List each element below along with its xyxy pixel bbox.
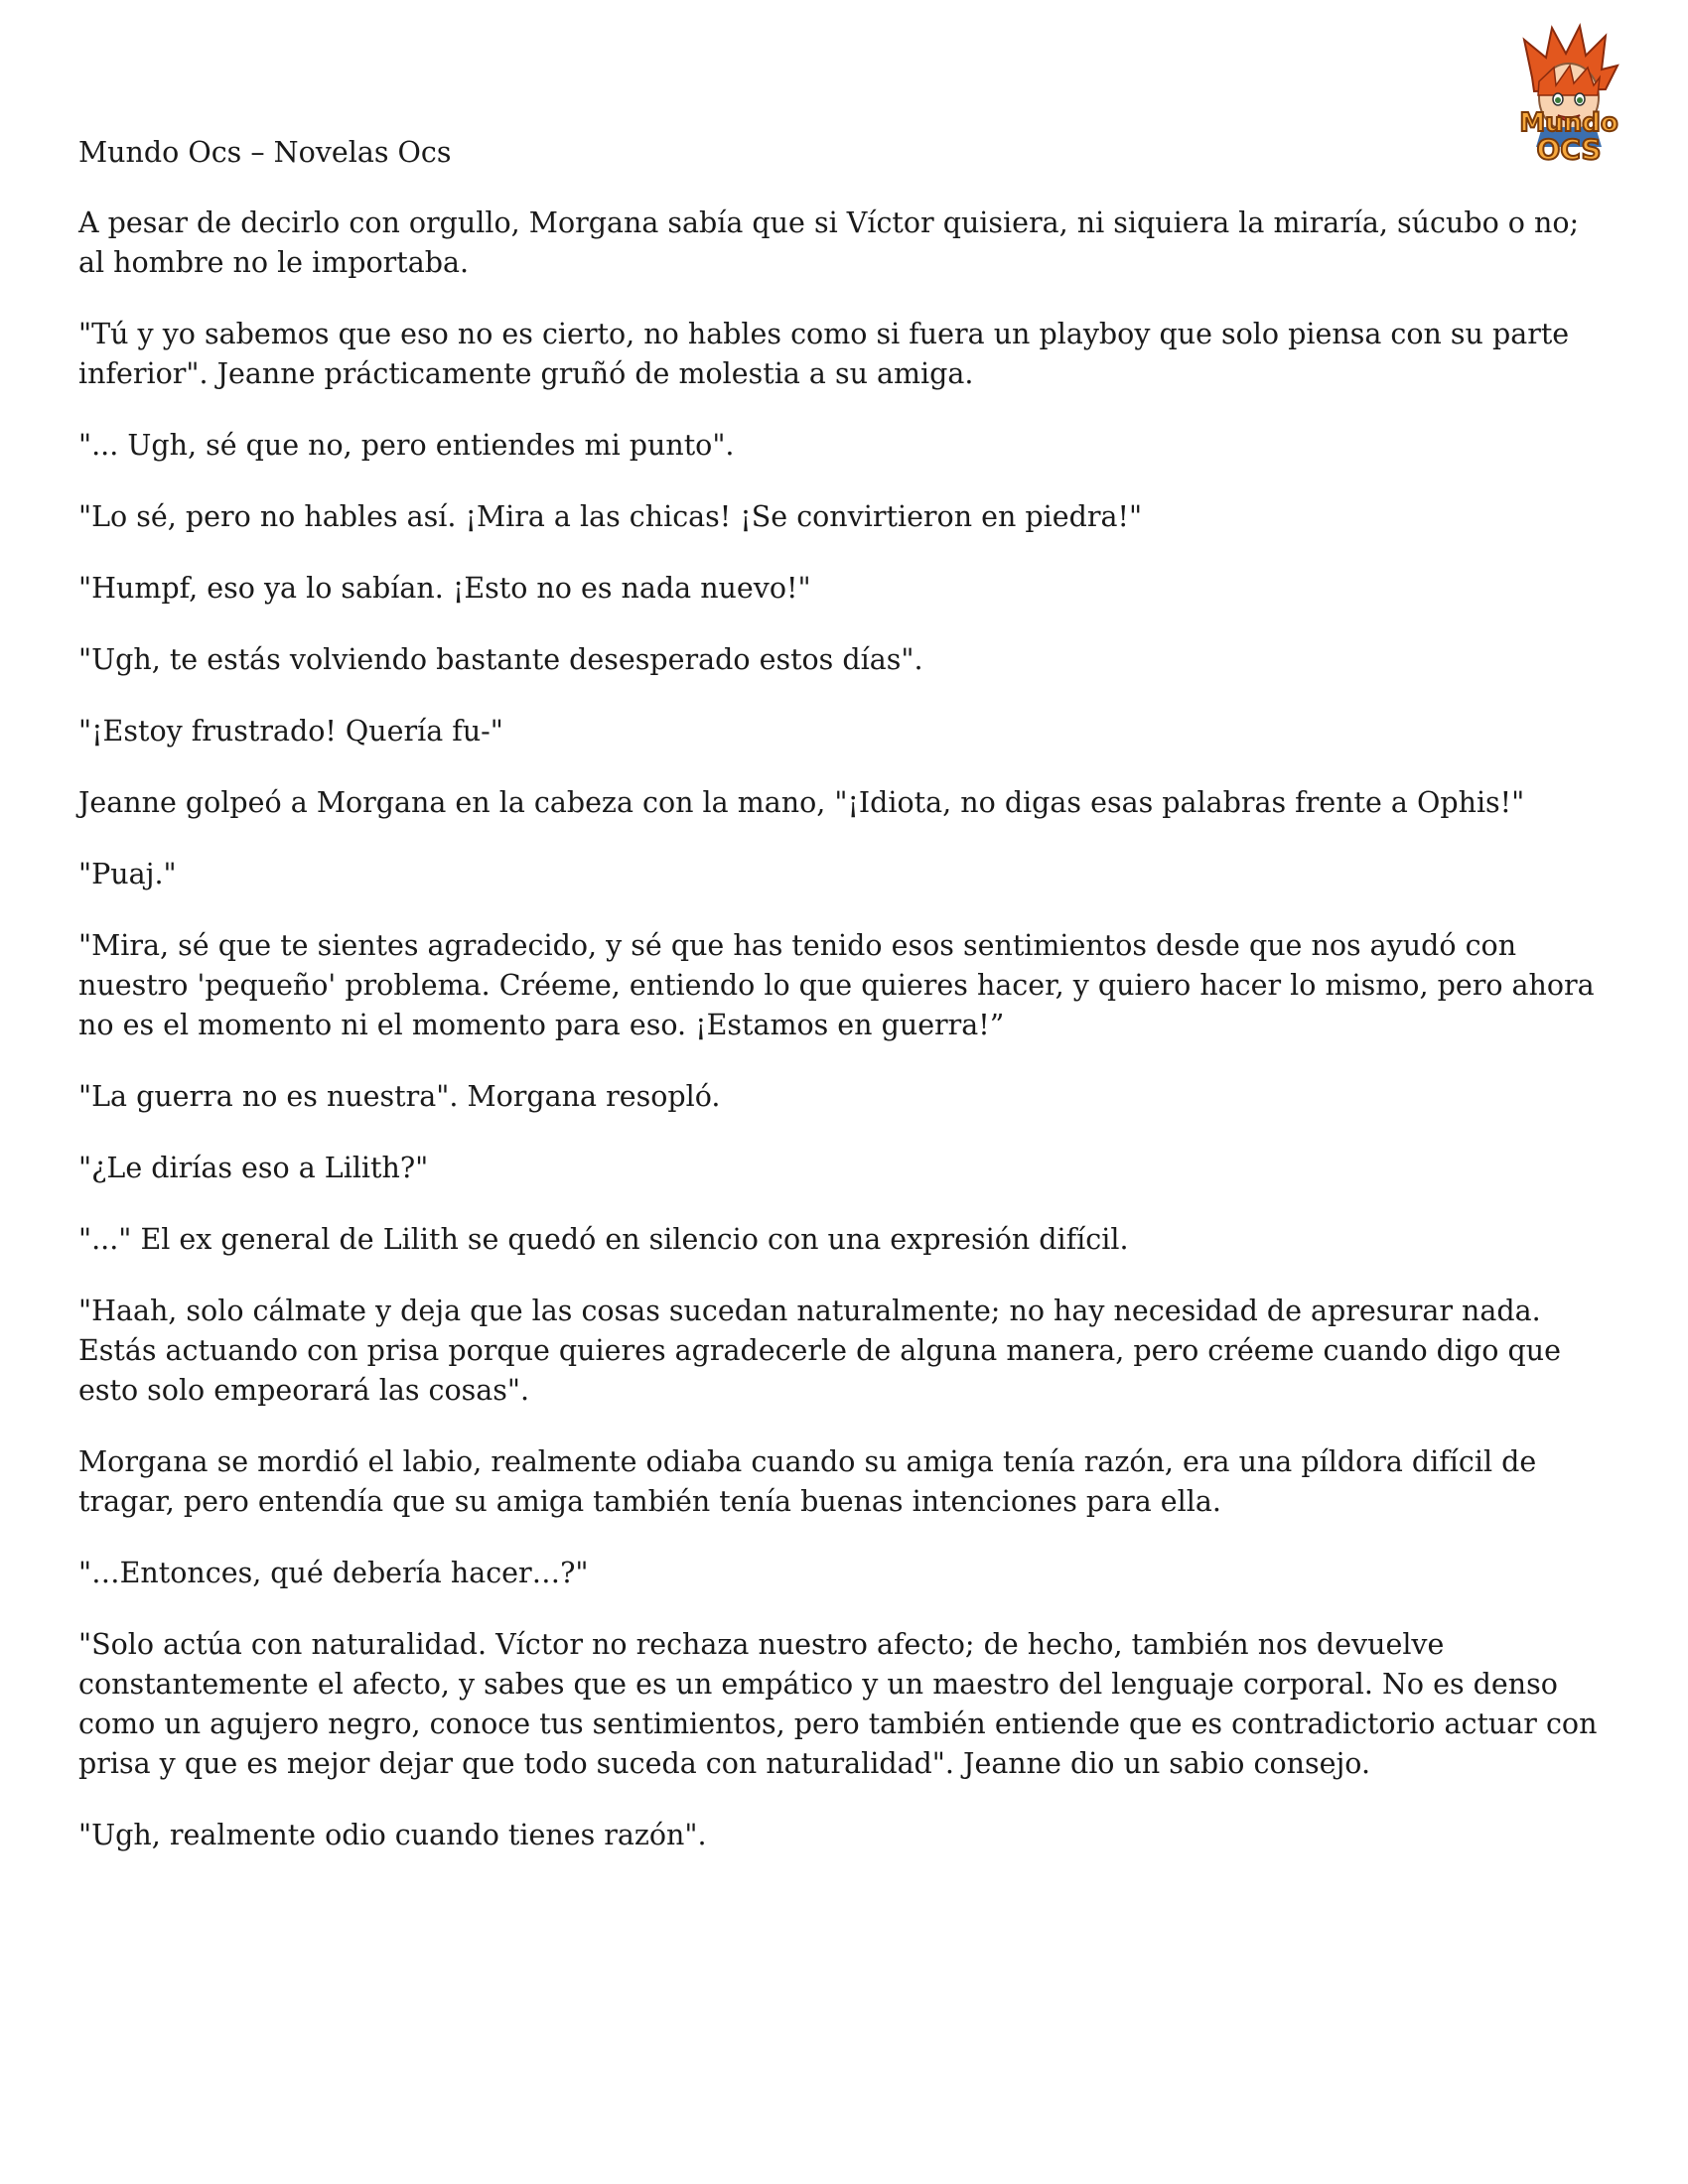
paragraph: "Solo actúa con naturalidad. Víctor no rechaza nuestro afecto; de hecho, también nos devuelve constantemente el afecto, y sabes que es un empático y un maestro del lenguaje corporal. No es denso como un agujero negro, conoce tus sentimientos, pero también entiende que es contradictorio actuar con prisa y que es mejor dejar que todo suceda con naturalidad". Jeanne dio un sabio consejo. (78, 1628, 1598, 1780)
paragraph: "..." El ex general de Lilith se quedó en silencio con una expresión difícil. (78, 1223, 1129, 1256)
logo-graphic (1494, 20, 1643, 169)
mundo-ocs-logo-icon (1494, 20, 1643, 169)
paragraph: "Humpf, eso ya lo sabían. ¡Esto no es nada nuevo!" (78, 572, 811, 605)
paragraph: "Mira, sé que te sientes agradecido, y sé que has tenido esos sentimientos desde que nos ayudó con nuestro 'pequeño' problema. Créeme, entiendo lo que quieres hacer, y quiero hacer lo mismo, pero ahora no es el momento ni el momento para eso. ¡Estamos en guerra!” (78, 929, 1595, 1041)
paragraph: "Haah, solo cálmate y deja que las cosas sucedan naturalmente; no hay necesidad de apresurar nada. Estás actuando con prisa porque quieres agradecerle de alguna manera, pero créeme cuando digo que esto solo empeorará las cosas". (78, 1295, 1561, 1407)
paragraph: "¿Le dirías eso a Lilith?" (78, 1152, 429, 1184)
paragraph: "…Entonces, qué debería hacer…?" (78, 1557, 589, 1589)
paragraph: Jeanne golpeó a Morgana en la cabeza con la mano, "¡Idiota, no digas esas palabras frente a Ophis!" (78, 786, 1525, 819)
paragraph: "Tú y yo sabemos que eso no es cierto, no hables como si fuera un playboy que solo piensa con su parte inferior". Jeanne prácticamente gruñó de molestia a su amiga. (78, 318, 1570, 390)
paragraph: "Ugh, te estás volviendo bastante desesperado estos días". (78, 643, 923, 676)
paragraph: "¡Estoy frustrado! Quería fu-" (78, 715, 503, 748)
document-header: Mundo Ocs – Novelas Ocs (78, 136, 452, 169)
logo-line2-text: OCS (1536, 133, 1602, 166)
paragraph: A pesar de decirlo con orgullo, Morgana sabía que si Víctor quisiera, ni siquiera la miraría, súcubo o no; al hombre no le importaba. (78, 206, 1580, 279)
paragraph: "... Ugh, sé que no, pero entiendes mi punto". (78, 429, 735, 462)
document-body (78, 204, 1613, 1887)
paragraph: Morgana se mordió el labio, realmente odiaba cuando su amiga tenía razón, era una píldora difícil de tragar, pero entendía que su amiga también tenía buenas intenciones para ella. (78, 1445, 1537, 1518)
paragraph: "Puaj." (78, 858, 177, 890)
paragraph: "Lo sé, pero no hables así. ¡Mira a las chicas! ¡Se convirtieron en piedra!" (78, 500, 1143, 533)
logo-line1-text: Mundo (1519, 108, 1618, 138)
paragraph: "La guerra no es nuestra". Morgana resopló. (78, 1080, 721, 1113)
paragraph: "Ugh, realmente odio cuando tienes razón". (78, 1819, 707, 1851)
